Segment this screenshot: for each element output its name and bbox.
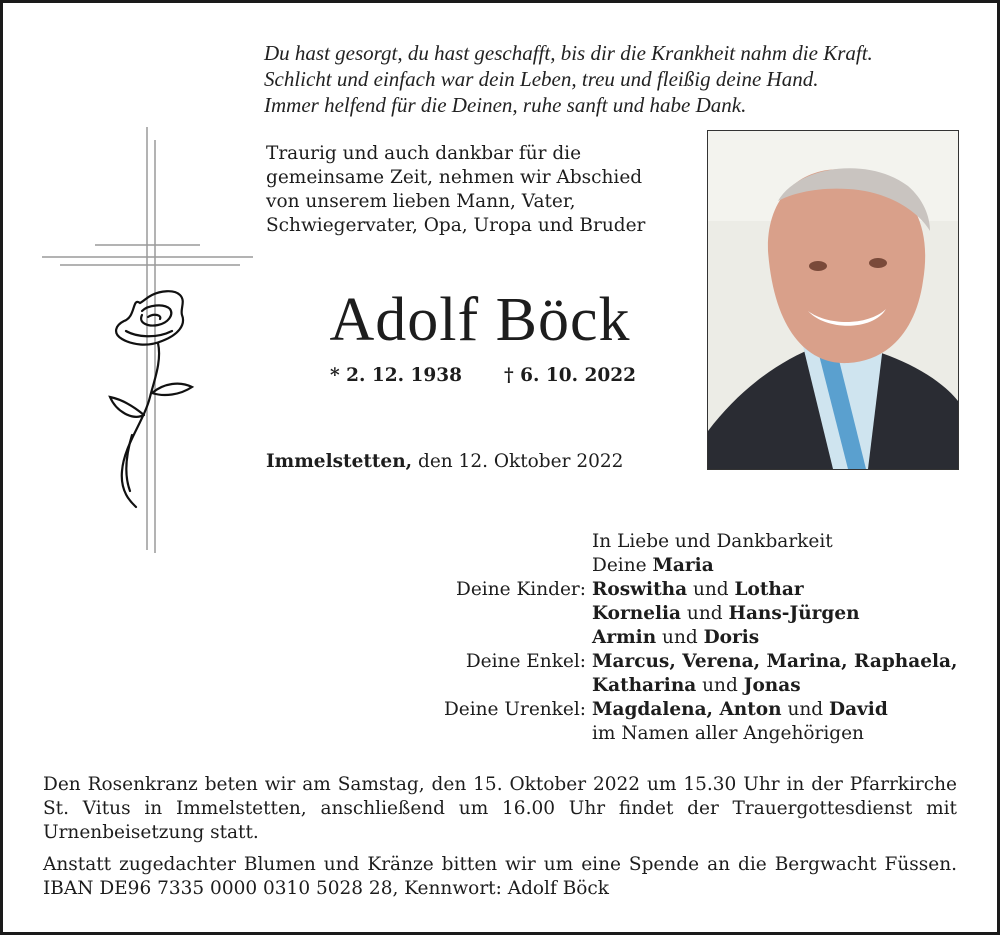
spouse-name: Maria bbox=[652, 555, 714, 576]
service-info: Den Rosenkranz beten wir am Samstag, den 15. Oktober 2022 um 15.30 Uhr in der Pfarrkirche St. Vitus in Immelstetten, anschließend um 16.00 Uhr findet der Trauergottesdienst mit Urnenbeisetzung statt. bbox=[43, 774, 957, 843]
life-dates bbox=[330, 365, 636, 386]
intro-line: gemeinsame Zeit, nehmen wir Abschied bbox=[266, 167, 643, 188]
signature-line bbox=[410, 722, 970, 746]
portrait-illustration bbox=[708, 131, 958, 469]
great-grandchildren-label: Deine Urenkel: bbox=[443, 699, 586, 720]
children-label: Deine Kinder: bbox=[456, 579, 586, 600]
conjunction: und bbox=[687, 579, 735, 600]
grandchild-names: Marcus, Verena, Marina, Raphaela, bbox=[592, 651, 958, 672]
conjunction: und bbox=[696, 675, 744, 696]
grandchildren-label: Deine Enkel: bbox=[465, 651, 586, 672]
signature-text: In Liebe und Dankbarkeit bbox=[592, 531, 833, 552]
poem bbox=[264, 40, 964, 118]
child-name: Hans-Jürgen bbox=[728, 603, 860, 624]
birth-date: * 2. 12. 1938 bbox=[330, 365, 462, 386]
grandchildren-row bbox=[410, 650, 970, 674]
children-row bbox=[410, 626, 970, 650]
children-row bbox=[410, 602, 970, 626]
poem-line: Schlicht und einfach war dein Leben, treu und fleißig deine Hand. bbox=[264, 67, 819, 91]
death-date: † 6. 10. 2022 bbox=[503, 365, 636, 386]
grandchild-name: Jonas bbox=[743, 675, 801, 696]
child-name: Armin bbox=[592, 627, 657, 648]
intro-text bbox=[266, 142, 696, 238]
poem-line: Du hast gesorgt, du hast geschafft, bis dir die Krankheit nahm die Kraft. bbox=[264, 41, 873, 65]
place-name: Immelstetten, bbox=[266, 451, 413, 472]
child-name: Lothar bbox=[734, 579, 804, 600]
conjunction: und bbox=[681, 603, 729, 624]
signature-line bbox=[410, 554, 970, 578]
intro-line: Schwiegervater, Opa, Uropa und Bruder bbox=[266, 215, 646, 236]
intro-line: von unserem lieben Mann, Vater, bbox=[266, 191, 576, 212]
signature-block bbox=[410, 530, 970, 746]
child-name: Doris bbox=[703, 627, 760, 648]
donation-info: Anstatt zugedachter Blumen und Kränze bitten wir um eine Spende an die Bergwacht Füssen. IBAN DE96 7335 0000 0310 5028 28, Kennwort: Adolf Böck bbox=[43, 854, 957, 899]
portrait-photo bbox=[707, 130, 959, 470]
great-grandchild-name: David bbox=[829, 699, 888, 720]
child-name: Roswitha bbox=[592, 579, 688, 600]
signature-line bbox=[410, 530, 970, 554]
grandchild-name: Katharina bbox=[592, 675, 697, 696]
closing-text: im Namen aller Angehörigen bbox=[592, 723, 864, 744]
cross-with-rose-icon bbox=[40, 125, 255, 555]
deceased-name: Adolf Böck bbox=[329, 286, 631, 354]
signature-text: Deine bbox=[592, 555, 653, 576]
conjunction: und bbox=[656, 627, 704, 648]
child-name: Kornelia bbox=[592, 603, 682, 624]
date-text: den 12. Oktober 2022 bbox=[412, 451, 624, 472]
place-date bbox=[266, 451, 623, 472]
great-grandchildren-row bbox=[410, 698, 970, 722]
poem-line: Immer helfend für die Deinen, ruhe sanft und habe Dank. bbox=[264, 93, 747, 117]
conjunction: und bbox=[781, 699, 830, 720]
footer-text bbox=[43, 773, 957, 909]
grandchildren-row bbox=[410, 674, 970, 698]
children-row bbox=[410, 578, 970, 602]
great-grandchild-names: Magdalena, Anton bbox=[592, 699, 782, 720]
intro-line: Traurig und auch dankbar für die bbox=[266, 143, 582, 164]
